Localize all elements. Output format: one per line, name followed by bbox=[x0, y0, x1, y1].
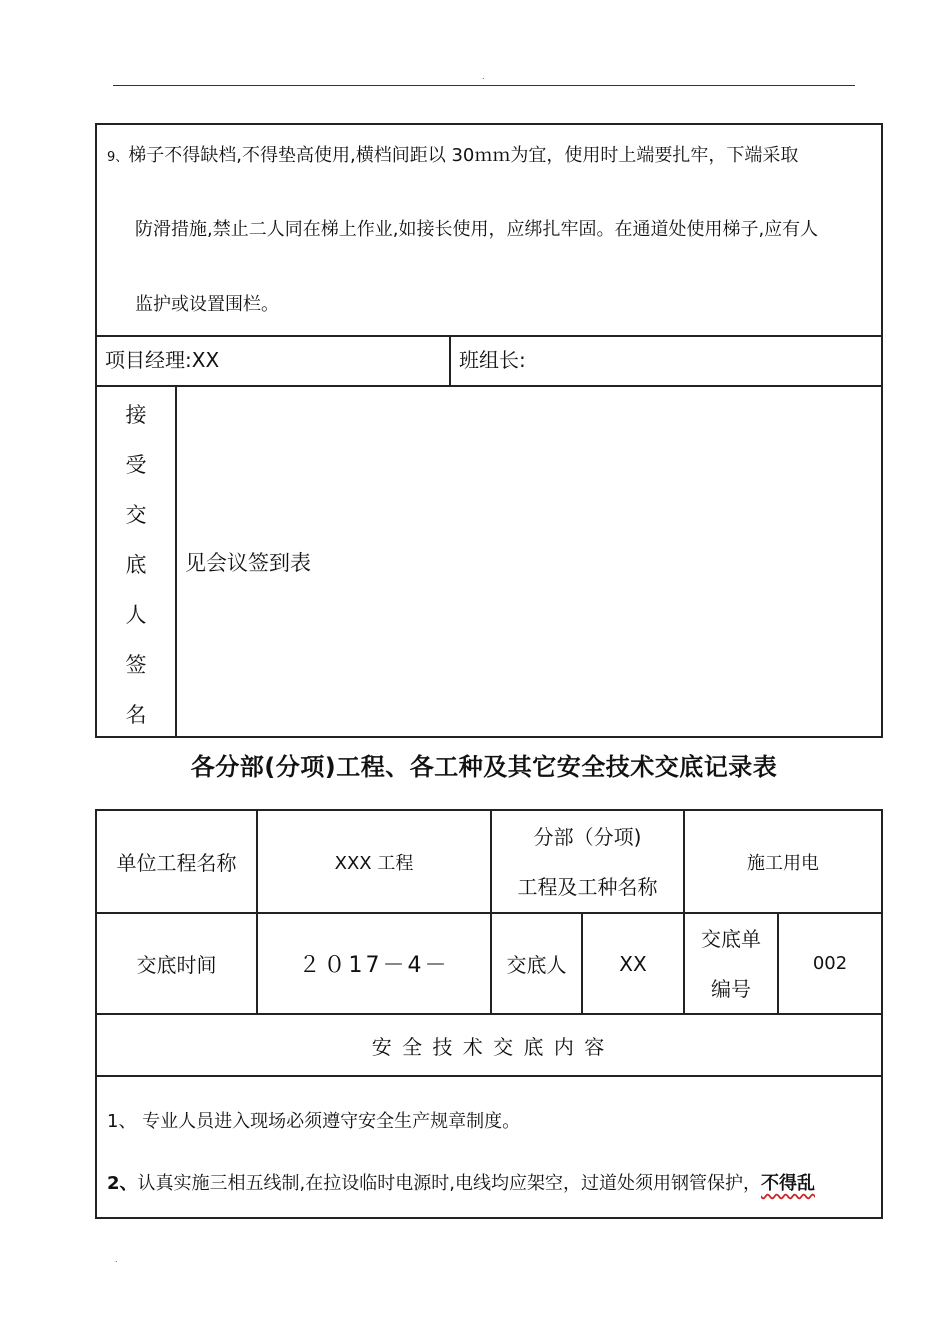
sub-project-label: 分部（分项) 工程及工种名称 bbox=[517, 824, 658, 899]
label-char: 签 bbox=[125, 653, 147, 677]
time-value: ２０17－4－ bbox=[298, 953, 450, 978]
item-9-line-1: 9、梯子不得缺档,不得垫高使用,横档间距以 30ｍｍ为宜，使用时上端要扎牢，下端采取 bbox=[107, 145, 799, 166]
form-title: 各分部(分项)工程、各工种及其它安全技术交底记录表 bbox=[190, 753, 778, 781]
team-leader: 班组长: bbox=[459, 348, 526, 372]
top-table bbox=[95, 123, 883, 738]
label-char: 接 bbox=[125, 403, 147, 427]
footer-dot: . bbox=[115, 1255, 118, 1264]
row-divider bbox=[97, 1075, 881, 1077]
number-value: 002 bbox=[812, 953, 848, 974]
receiver-signature-label bbox=[97, 387, 177, 736]
signature-row bbox=[97, 335, 881, 387]
safety-briefing-form bbox=[95, 809, 883, 1219]
content-item-2: 2、认真实施三相五线制,在拉设临时电源时,电线均应架空，过道处须用钢管保护，不得乱 bbox=[107, 1173, 815, 1194]
item-9-number: 9、 bbox=[107, 150, 129, 165]
person-value: XX bbox=[619, 951, 647, 976]
number-label: 交底单 编号 bbox=[701, 926, 761, 1001]
label-char: 名 bbox=[125, 703, 147, 727]
item-9-line-3: 监护或设置围栏。 bbox=[135, 294, 279, 315]
unit-project-value: XXX 工程 bbox=[334, 852, 414, 874]
label-char: 人 bbox=[125, 603, 147, 627]
content-item-2-number: 2、 bbox=[107, 1173, 138, 1194]
content-item-2-tail: 不得乱 bbox=[760, 1173, 815, 1194]
header-rule bbox=[113, 85, 855, 86]
item-9-line-2: 防滑措施,禁止二人同在梯上作业,如接长使用，应绑扎牢固。在通道处使用梯子,应有人 bbox=[135, 219, 819, 240]
label-char: 交 bbox=[125, 503, 147, 527]
receiver-signature-value: 见会议签到表 bbox=[185, 551, 311, 575]
item-9-cell bbox=[97, 125, 881, 337]
project-manager: 项目经理:XX bbox=[97, 335, 451, 385]
content-header: 安 全 技 术 交 底 内 容 bbox=[371, 1034, 607, 1059]
receiver-signature-row bbox=[97, 387, 881, 736]
unit-project-label: 单位工程名称 bbox=[116, 851, 237, 875]
label-char: 底 bbox=[125, 553, 147, 577]
time-label: 交底时间 bbox=[136, 953, 217, 977]
header-dot: . bbox=[482, 72, 485, 81]
label-char: 受 bbox=[125, 453, 147, 477]
person-label: 交底人 bbox=[506, 953, 567, 977]
content-item-1: 1、 专业人员进入现场必须遵守安全生产规章制度。 bbox=[107, 1111, 521, 1132]
sub-project-value: 施工用电 bbox=[747, 852, 819, 874]
